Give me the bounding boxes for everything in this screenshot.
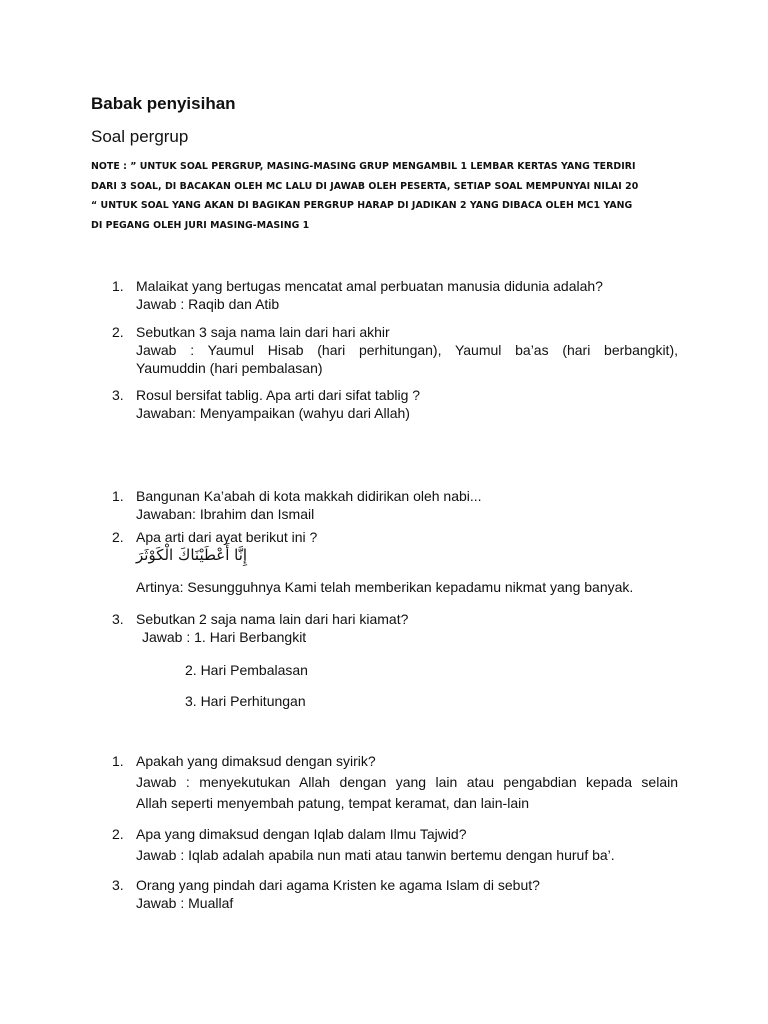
question-text: Apakah yang dimaksud dengan syirik? [136, 753, 376, 769]
answer-text: Jawaban: Menyampaikan (wahyu dari Allah) [136, 405, 410, 421]
question-text: Malaikat yang bertugas mencatat amal perbuatan manusia didunia adalah? [136, 278, 603, 294]
question-item [112, 323, 678, 377]
question-item [112, 528, 678, 596]
question-item [112, 610, 678, 646]
question-item [112, 876, 678, 912]
question-item [112, 487, 678, 523]
question-number: 2. [112, 529, 124, 545]
question-number: 3. [112, 877, 124, 893]
question-number: 1. [112, 278, 124, 294]
answer-text: Jawab : Raqib dan Atib [136, 296, 280, 312]
answer-text: 2. Hari Pembalasan [185, 662, 308, 678]
question-text: Orang yang pindah dari agama Kristen ke agama Islam di sebut? [136, 877, 540, 893]
answer-text: Jawab : Muallaf [136, 895, 234, 911]
question-text: Bangunan Ka’abah di kota makkah didirikan oleh nabi... [136, 488, 482, 504]
question-item [112, 825, 678, 864]
question-item [112, 277, 678, 313]
question-number: 3. [112, 387, 124, 403]
question-item [112, 386, 678, 422]
question-number: 3. [112, 611, 124, 627]
question-text: Sebutkan 2 saja nama lain dari hari kiamat? [136, 611, 409, 627]
page-subtitle: Soal pergrup [91, 127, 189, 146]
page-title: Babak penyisihan [91, 94, 236, 113]
question-text: Sebutkan 3 saja nama lain dari hari akhir [136, 324, 390, 340]
answer-text: 3. Hari Perhitungan [185, 693, 306, 709]
answer-text: Jawab : 1. Hari Berbangkit [142, 629, 307, 645]
question-text: Apa yang dimaksud dengan Iqlab dalam Ilmu Tajwid? [136, 826, 467, 842]
note-line: “ UNTUK SOAL YANG AKAN DI BAGIKAN PERGRUP HARAP DI JADIKAN 2 YANG DIBACA OLEH MC1 YANG [91, 200, 633, 211]
note-paragraph [91, 157, 691, 235]
question-number: 2. [112, 324, 124, 340]
question-item [112, 752, 678, 812]
answer-text: Jawab : menyekutukan Allah dengan yang lain atau pengabdian kepada selain [136, 774, 678, 790]
answer-text: Jawab : Iqlab adalah apabila nun mati atau tanwin bertemu dengan huruf ba’. [136, 847, 615, 863]
question-text: Apa arti dari ayat berikut ini ? [136, 529, 318, 545]
answer-text: Jawaban: Ibrahim dan Ismail [136, 506, 315, 522]
question-text: Rosul bersifat tablig. Apa arti dari sifat tablig ? [136, 387, 421, 403]
question-number: 1. [112, 753, 124, 769]
answer-text: Artinya: Sesungguhnya Kami telah memberikan kepadamu nikmat yang banyak. [136, 579, 634, 595]
note-line: DI PEGANG OLEH JURI MASING-MASING 1 [91, 219, 310, 231]
note-line: NOTE : ” UNTUK SOAL PERGRUP, MASING-MASING GRUP MENGAMBIL 1 LEMBAR KERTAS YANG TERDIRI [91, 161, 636, 172]
answer-text: Jawab : Yaumul Hisab (hari perhitungan), Yaumul ba’as (hari berbangkit), [136, 342, 678, 358]
question-number: 2. [112, 826, 124, 842]
note-line: DARI 3 SOAL, DI BACAKAN OLEH MC LALU DI JAWAB OLEH PESERTA, SETIAP SOAL MEMPUNYAI NILAI 20 [91, 180, 639, 192]
arabic-verse: إِنَّا أَعْطَيْنَاكَ الْكَوْثَرَ [136, 546, 248, 564]
answer-text: Allah seperti menyembah patung, tempat keramat, dan lain-lain [136, 795, 529, 811]
question-number: 1. [112, 488, 124, 504]
answer-text: Yaumuddin (hari pembalasan) [136, 360, 323, 376]
